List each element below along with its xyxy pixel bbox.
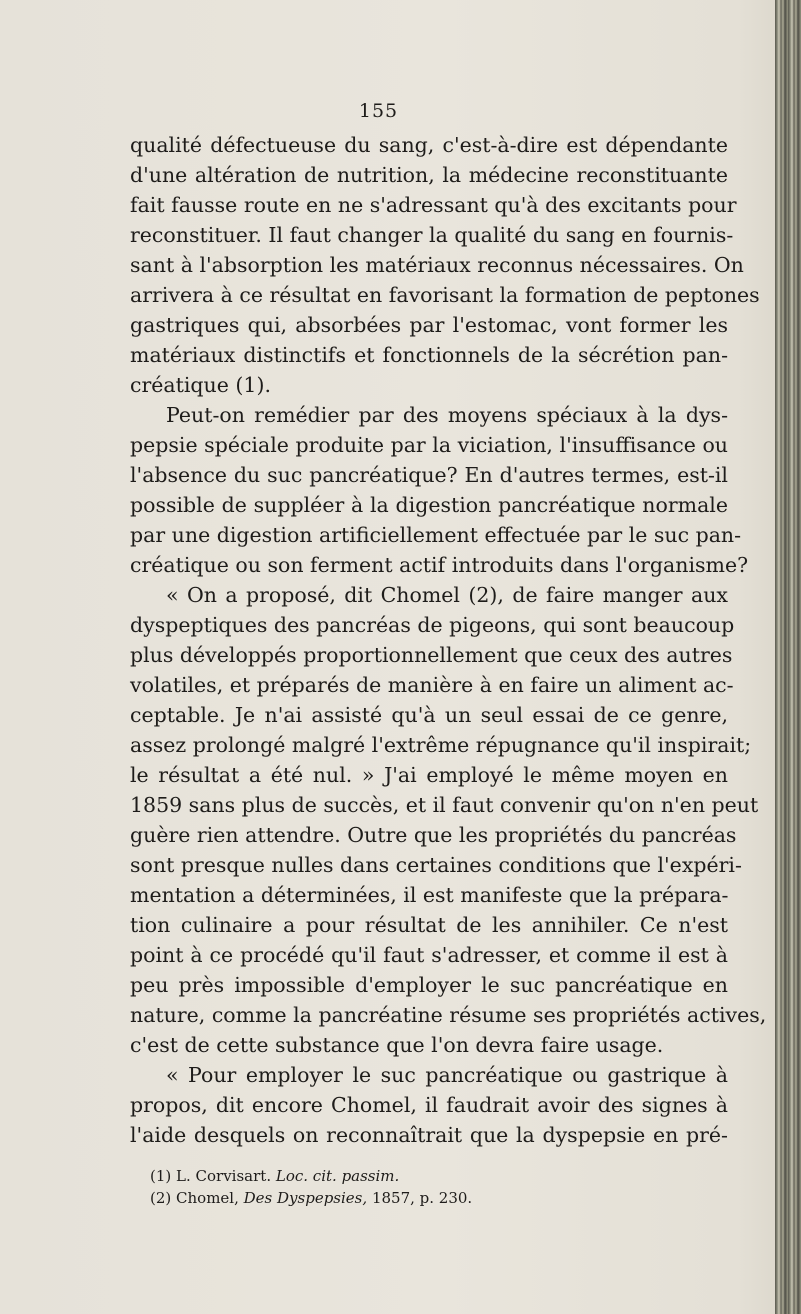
text-line: l'aide desquels on reconnaîtrait que la dyspepsie en pré- (130, 1123, 728, 1147)
text-line: sant à l'absorption les matériaux reconnus nécessaires. On (130, 253, 744, 277)
page-number: 155 (358, 100, 399, 122)
footnote-author: Chomel, (176, 1189, 239, 1207)
text-line: créatique (1). (130, 373, 271, 397)
text-line: sont presque nulles dans certaines conditions que l'expéri- (130, 853, 742, 877)
footnote-rest: 1857, p. 230. (371, 1189, 473, 1207)
book-binding-edge (775, 0, 801, 1314)
text-line: assez prolongé malgré l'extrême répugnance qu'il inspirait; (130, 733, 752, 757)
text-line: nature, comme la pancréatine résume ses propriétés actives, (130, 1003, 767, 1027)
footnote-author: L. Corvisart. (176, 1167, 272, 1185)
footnote-title: Loc. cit. passim. (275, 1167, 400, 1185)
text-line: point à ce procédé qu'il faut s'adresser, et comme il est à (130, 943, 728, 967)
text-line: « On a proposé, dit Chomel (2), de faire manger aux (166, 583, 728, 607)
text-line: créatique ou son ferment actif introduits dans l'organisme? (130, 553, 749, 577)
text-line: pepsie spéciale produite par la viciation, l'insuffisance ou (130, 433, 728, 457)
footnote (150, 1187, 710, 1209)
text-line: propos, dit encore Chomel, il faudrait avoir des signes à (130, 1093, 728, 1117)
text-line: plus développés proportionnellement que ceux des autres (130, 643, 733, 667)
text-line: l'absence du suc pancréatique? En d'autres termes, est-il (130, 463, 728, 487)
text-line: mentation a déterminées, il est manifeste que la prépara- (130, 883, 729, 907)
text-line: tion culinaire a pour résultat de les annihiler. Ce n'est (130, 913, 728, 937)
text-line: gastriques qui, absorbées par l'estomac, vont former les (130, 313, 728, 337)
text-line: Peut-on remédier par des moyens spéciaux à la dys- (166, 403, 728, 427)
footnotes (150, 1165, 710, 1209)
text-line: qualité défectueuse du sang, c'est-à-dire est dépendante (130, 133, 728, 157)
text-line: arrivera à ce résultat en favorisant la formation de peptones (130, 283, 760, 307)
footnote-mark: (1) (150, 1167, 172, 1185)
footnote (150, 1165, 710, 1187)
text-line: reconstituer. Il faut changer la qualité du sang en fournis- (130, 223, 734, 247)
body-text (130, 130, 767, 1150)
text-line: guère rien attendre. Outre que les propriétés du pancréas (130, 823, 737, 847)
footnote-mark: (2) (150, 1189, 172, 1207)
text-line: d'une altération de nutrition, la médecine reconstituante (130, 163, 728, 187)
text-line: peu près impossible d'employer le suc pancréatique en (130, 973, 728, 997)
text-line: dyspeptiques des pancréas de pigeons, qui sont beaucoup (130, 613, 735, 637)
footnote-title: Des Dyspepsies, (243, 1189, 368, 1207)
text-line: le résultat a été nul. » J'ai employé le même moyen en (130, 763, 728, 787)
text-line: ceptable. Je n'ai assisté qu'à un seul essai de ce genre, (130, 703, 728, 727)
text-line: par une digestion artificiellement effectuée par le suc pan- (130, 523, 742, 547)
text-line: 1859 sans plus de succès, et il faut convenir qu'on n'en peut (130, 793, 759, 817)
text-line: c'est de cette substance que l'on devra faire usage. (130, 1033, 664, 1057)
text-line: « Pour employer le suc pancréatique ou gastrique à (166, 1063, 728, 1087)
text-line: possible de suppléer à la digestion pancréatique normale (130, 493, 728, 517)
text-line: matériaux distinctifs et fonctionnels de la sécrétion pan- (130, 343, 728, 367)
text-line: volatiles, et préparés de manière à en faire un aliment ac- (130, 673, 734, 697)
text-line: fait fausse route en ne s'adressant qu'à des excitants pour (130, 193, 737, 217)
